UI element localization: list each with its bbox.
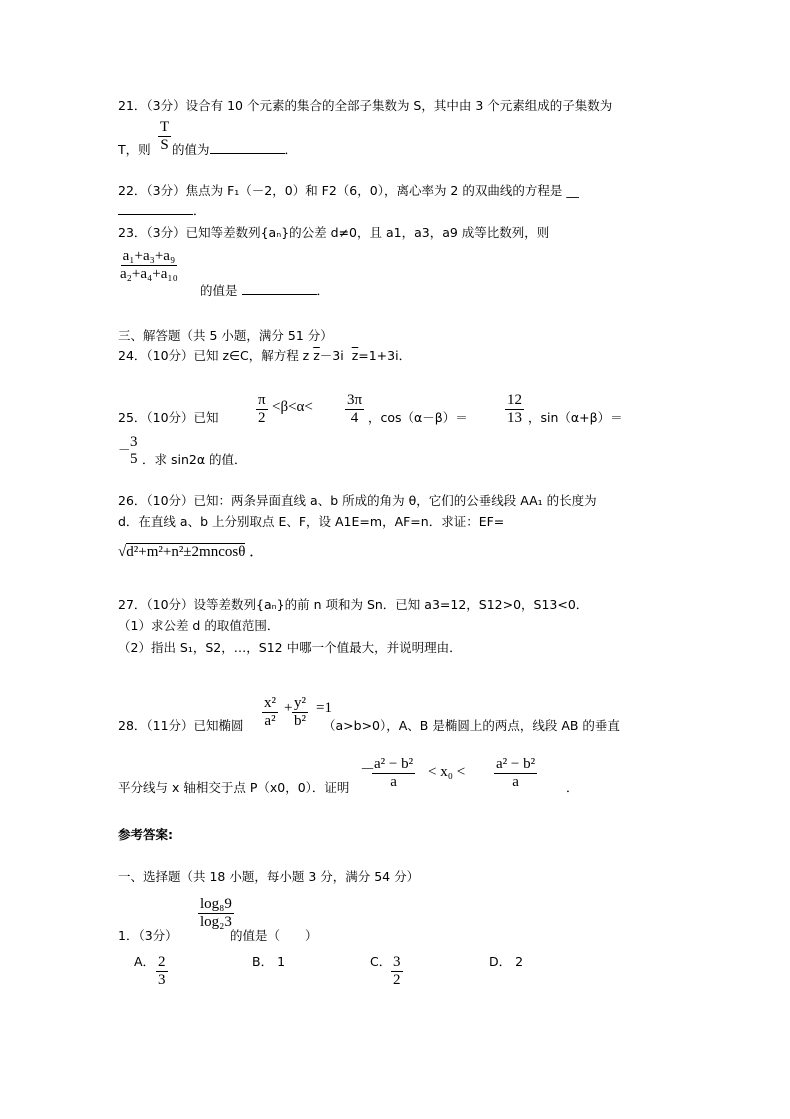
option-c-fraction: 3 2 <box>393 954 401 988</box>
q28-left-frac: a² − b² a <box>374 756 414 790</box>
q21-fraction <box>158 119 171 154</box>
q28-prefix: 28．（11分）已知椭圆 <box>118 718 244 733</box>
option-d: D． 2 <box>489 954 524 969</box>
q25-inequality: <β<α< <box>272 399 313 415</box>
q1-suffix: 的值是（ ） <box>230 928 318 943</box>
option-a-label: A． <box>134 954 156 969</box>
numerator: a₁+a₃+a₉ <box>122 248 176 264</box>
option-c-label: C． <box>370 954 392 969</box>
q28-condition: （a>b>0），A、B 是椭圆上的两点，线段 AB 的垂直 <box>323 718 620 733</box>
q25-cos: ，cos（α－β）＝ <box>368 410 468 425</box>
q28-x2-a2: x² a² <box>264 695 276 729</box>
q26-sqrt: √d²+m²+n²±2mncosθ ． <box>118 544 265 560</box>
section-1-heading: 一、选择题（共 18 小题，每小题 3 分，满分 54 分） <box>118 869 420 884</box>
option-a-fraction: 2 3 <box>158 954 166 988</box>
q1-prefix: 1．（3分） <box>118 928 178 943</box>
q25-sin: ，sin（α+β）＝ <box>528 410 623 425</box>
q21-line1: 21．（3分）设合有 10 个元素的集合的全部子集数为 S，其中由 3 个元素组成的子集数为 <box>118 98 613 113</box>
q25-3-5: 3 5 <box>130 434 138 467</box>
answers-heading: 参考答案: <box>118 827 173 842</box>
q28-inequality: < x₀ < <box>428 764 466 780</box>
q25-12-13: 12 13 <box>507 392 522 426</box>
q25-3pi-4: 3π 4 <box>347 392 363 426</box>
q27-line2: （1）求公差 d 的取值范围． <box>118 618 280 633</box>
q25-minus: － <box>118 442 131 457</box>
denominator: a₂+a₄+a₁₀ <box>120 266 178 282</box>
q25-prefix: 25．（10分）已知 <box>118 410 219 425</box>
q24: 24．（10分）已知 z∈C，解方程 z $\overline{z}-3i$ $\overline{z}=1+3i$． <box>118 348 412 363</box>
q23-suffix: 的值是 ． <box>200 283 330 298</box>
q28-y2-b2: y² b² <box>294 695 306 729</box>
option-b: B． 1 <box>252 954 286 969</box>
q22-blank: ． <box>118 203 206 219</box>
q28-line2: 平分线与 x 轴相交于点 P（x0，0）．证明 <box>118 780 350 795</box>
q23-line1: 23．（3分）已知等差数列{aₙ}的公差 d≠0，且 a1，a3，a9 成等比数列，则 <box>118 225 550 240</box>
denominator: S <box>160 137 169 153</box>
q22-line1: 22．（3分）焦点为 F₁（－2，0）和 F2（6，0），离心率为 2 的双曲线的方程是 __ <box>118 183 579 198</box>
q25-pi-half: π 2 <box>258 392 266 426</box>
q28-plus: + <box>284 700 293 716</box>
q27-line3: （2）指出 S₁，S2，…，S12 中哪一个值最大，并说明理由． <box>118 640 462 655</box>
q28-negative: － <box>360 762 376 778</box>
q28-equals: =1 <box>316 700 332 716</box>
q26-line2: d．在直线 a、b 上分别取点 E、F，设 A1E=m，AF=n．求证：EF= <box>118 514 505 529</box>
q28-right-frac: a² − b² a <box>496 756 536 790</box>
q25-line2: ．求 sin2α 的值． <box>142 452 247 467</box>
q28-end: ． <box>566 780 579 795</box>
section-3-heading: 三、解答题（共 5 小题，满分 51 分） <box>118 328 333 343</box>
q27-line1: 27．（10分）设等差数列{aₙ}的前 n 项和为 Sn．已知 a3=12，S12>0，S13<0． <box>118 597 589 612</box>
q23-fraction <box>118 248 180 283</box>
numerator: T <box>160 119 170 135</box>
q26-line1: 26．（10分）已知：两条异面直线 a、b 所成的角为 θ，它们的公垂线段 AA₁ 的长度为 <box>118 493 597 508</box>
q1-fraction: log₈9 log₂3 <box>200 896 232 930</box>
q21-line2-prefix: T，则 <box>118 142 151 157</box>
q21-line2-suffix: 的值为 ． <box>172 142 298 157</box>
